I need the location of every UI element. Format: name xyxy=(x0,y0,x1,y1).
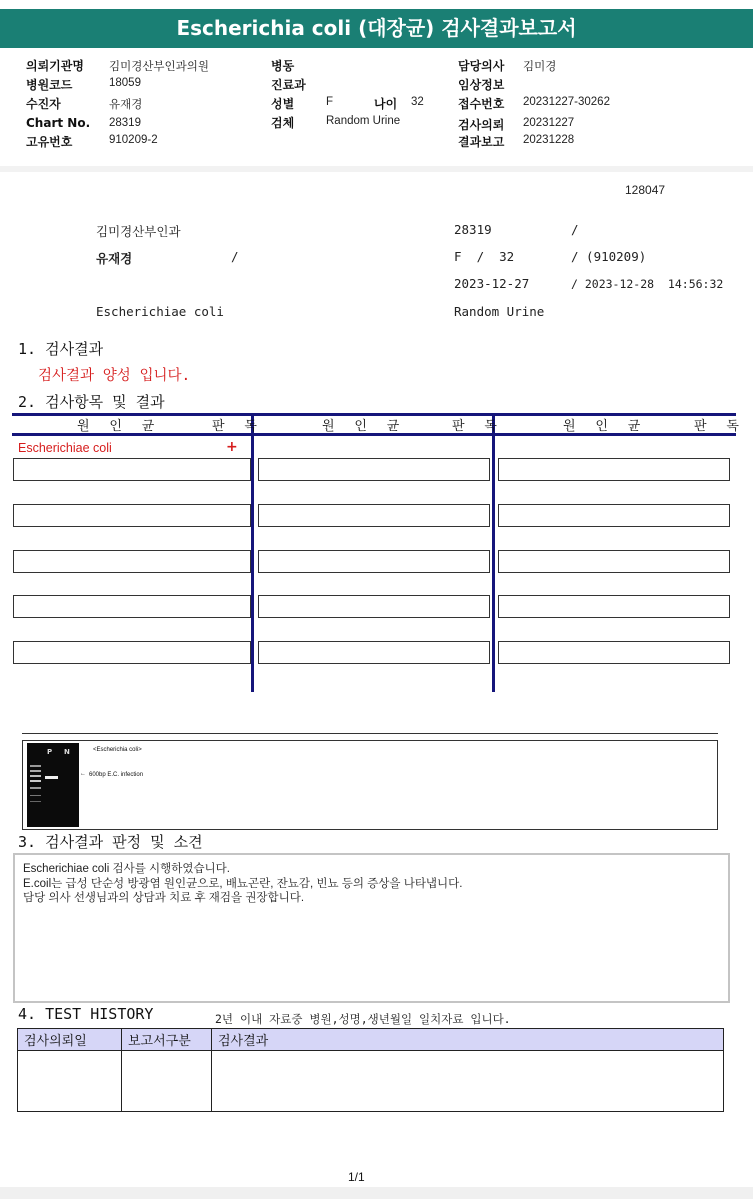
summary-birth: / (910209) xyxy=(571,249,647,264)
doctor-label: 담당의사 xyxy=(458,59,505,73)
result-cell xyxy=(13,641,251,664)
result-cell xyxy=(258,504,490,527)
organism-result: Escherichiae coli xyxy=(18,441,112,455)
specimen-label: 검체 xyxy=(271,116,295,130)
column-divider xyxy=(492,413,495,692)
result-cell xyxy=(498,550,730,573)
summary-patient: 유재경 xyxy=(96,251,133,266)
col-organism-header: 원 인 균 xyxy=(322,419,406,434)
chart-label: Chart No. xyxy=(26,116,91,130)
lane-n-label: N xyxy=(64,748,70,756)
receipt-value: 20231227-30262 xyxy=(523,96,610,108)
code-value: 18059 xyxy=(109,77,141,89)
opinion-box xyxy=(13,853,730,1003)
report-value: 20231228 xyxy=(523,134,575,146)
ladder-band xyxy=(30,801,41,802)
band-note: 600bp E.C. infection xyxy=(89,772,144,778)
gel-caption: <Escherichia coli> xyxy=(93,747,142,753)
code-label: 병원코드 xyxy=(26,78,73,92)
history-cell xyxy=(212,1051,724,1112)
uid-label: 고유번호 xyxy=(26,135,73,149)
result-cell xyxy=(498,458,730,481)
ward-label: 병동 xyxy=(271,59,295,73)
result-cell xyxy=(258,595,490,618)
result-cell xyxy=(13,504,251,527)
divider xyxy=(0,166,753,172)
patient-value: 유재경 xyxy=(109,99,143,111)
history-cell xyxy=(122,1051,212,1112)
positive-band xyxy=(45,776,58,779)
opinion-line: Escherichiae coli 검사를 시행하였습니다. xyxy=(23,863,230,875)
ladder-band xyxy=(30,770,41,772)
positive-result: 검사결과 양성 입니다. xyxy=(38,368,191,384)
summary-hospital: 김미경산부인과 xyxy=(96,224,181,239)
arrow-icon: ← xyxy=(80,771,86,777)
column-divider xyxy=(251,413,254,692)
summary-slash-2: / xyxy=(231,249,239,264)
dept-label: 진료과 xyxy=(271,78,306,92)
clinical-label: 임상정보 xyxy=(458,78,505,92)
ladder-band xyxy=(30,780,41,782)
gel-image xyxy=(27,743,79,827)
section-2-title: 2. 검사항목 및 결과 xyxy=(18,393,165,411)
result-cell xyxy=(13,458,251,481)
opinion-line: E.coil는 급성 단순성 방광염 원인균으로, 배뇨곤란, 잔뇨감, 빈뇨 등의 증상을 나타냅니다. xyxy=(23,877,463,890)
result-cell xyxy=(258,550,490,573)
result-cell xyxy=(13,595,251,618)
summary-date-report: / 2023-12-28 14:56:32 xyxy=(571,277,724,291)
summary-sex-age: F / 32 xyxy=(454,249,515,264)
history-col-type: 보고서구분 xyxy=(122,1029,212,1051)
footer-strip xyxy=(0,1187,753,1199)
receipt-label: 접수번호 xyxy=(458,97,505,111)
ladder-band xyxy=(30,795,41,796)
summary-date-request: 2023-12-27 xyxy=(454,276,530,291)
page-number: 1/1 xyxy=(348,1170,365,1184)
history-cell xyxy=(18,1051,122,1112)
gel-top-rule xyxy=(22,733,718,734)
age-label: 나이 xyxy=(374,97,398,111)
col-reading-header: 판 독 xyxy=(694,419,745,434)
specimen-value: Random Urine xyxy=(326,115,401,127)
result-cell xyxy=(498,595,730,618)
patient-label: 수진자 xyxy=(26,97,61,111)
history-col-date: 검사의뢰일 xyxy=(18,1029,122,1051)
history-col-result: 검사결과 xyxy=(212,1029,724,1051)
history-table xyxy=(17,1028,724,1112)
id-number: 128047 xyxy=(625,183,666,197)
doctor-value: 김미경 xyxy=(523,61,557,73)
result-cell xyxy=(498,641,730,664)
report-label: 결과보고 xyxy=(458,135,505,149)
section-4-title: 4. TEST HISTORY xyxy=(18,1005,154,1023)
age-value: 32 xyxy=(411,96,424,108)
reading-result: + xyxy=(226,439,238,455)
result-cell xyxy=(258,641,490,664)
request-value: 20231227 xyxy=(523,117,575,129)
result-cell xyxy=(258,458,490,481)
summary-chart: 28319 xyxy=(454,222,492,237)
summary-slash: / xyxy=(571,222,579,237)
report-title: Escherichia coli (대장균) 검사결과보고서 xyxy=(0,9,753,48)
summary-test: Escherichiae coli xyxy=(96,304,224,319)
summary-specimen: Random Urine xyxy=(454,304,545,319)
sex-label: 성별 xyxy=(271,97,295,111)
ladder-band xyxy=(30,775,41,777)
gel-panel xyxy=(22,740,718,830)
hospital-value: 김미경산부인과의원 xyxy=(109,61,209,73)
col-reading-header: 판 독 xyxy=(212,419,263,434)
result-cell xyxy=(498,504,730,527)
chart-value: 28319 xyxy=(109,117,141,129)
col-organism-header: 원 인 균 xyxy=(563,419,647,434)
section-3-title: 3. 검사결과 판정 및 소견 xyxy=(18,833,203,851)
result-cell xyxy=(13,550,251,573)
ladder-band xyxy=(30,765,41,767)
uid-value: 910209-2 xyxy=(109,134,158,146)
request-label: 검사의뢰 xyxy=(458,118,505,132)
hospital-label: 의뢰기관명 xyxy=(26,59,84,73)
col-reading-header: 판 독 xyxy=(452,419,503,434)
sex-value: F xyxy=(326,96,334,108)
section-1-title: 1. 검사결과 xyxy=(18,340,104,358)
opinion-line: 담당 의사 선생님과의 상담과 치료 후 재검을 권장합니다. xyxy=(23,892,305,904)
ladder-band xyxy=(30,787,41,789)
lane-p-label: P xyxy=(47,748,53,756)
col-organism-header: 원 인 균 xyxy=(77,419,161,434)
history-note: 2년 이내 자료중 병원,성명,생년월일 일치자료 입니다. xyxy=(215,1012,511,1026)
